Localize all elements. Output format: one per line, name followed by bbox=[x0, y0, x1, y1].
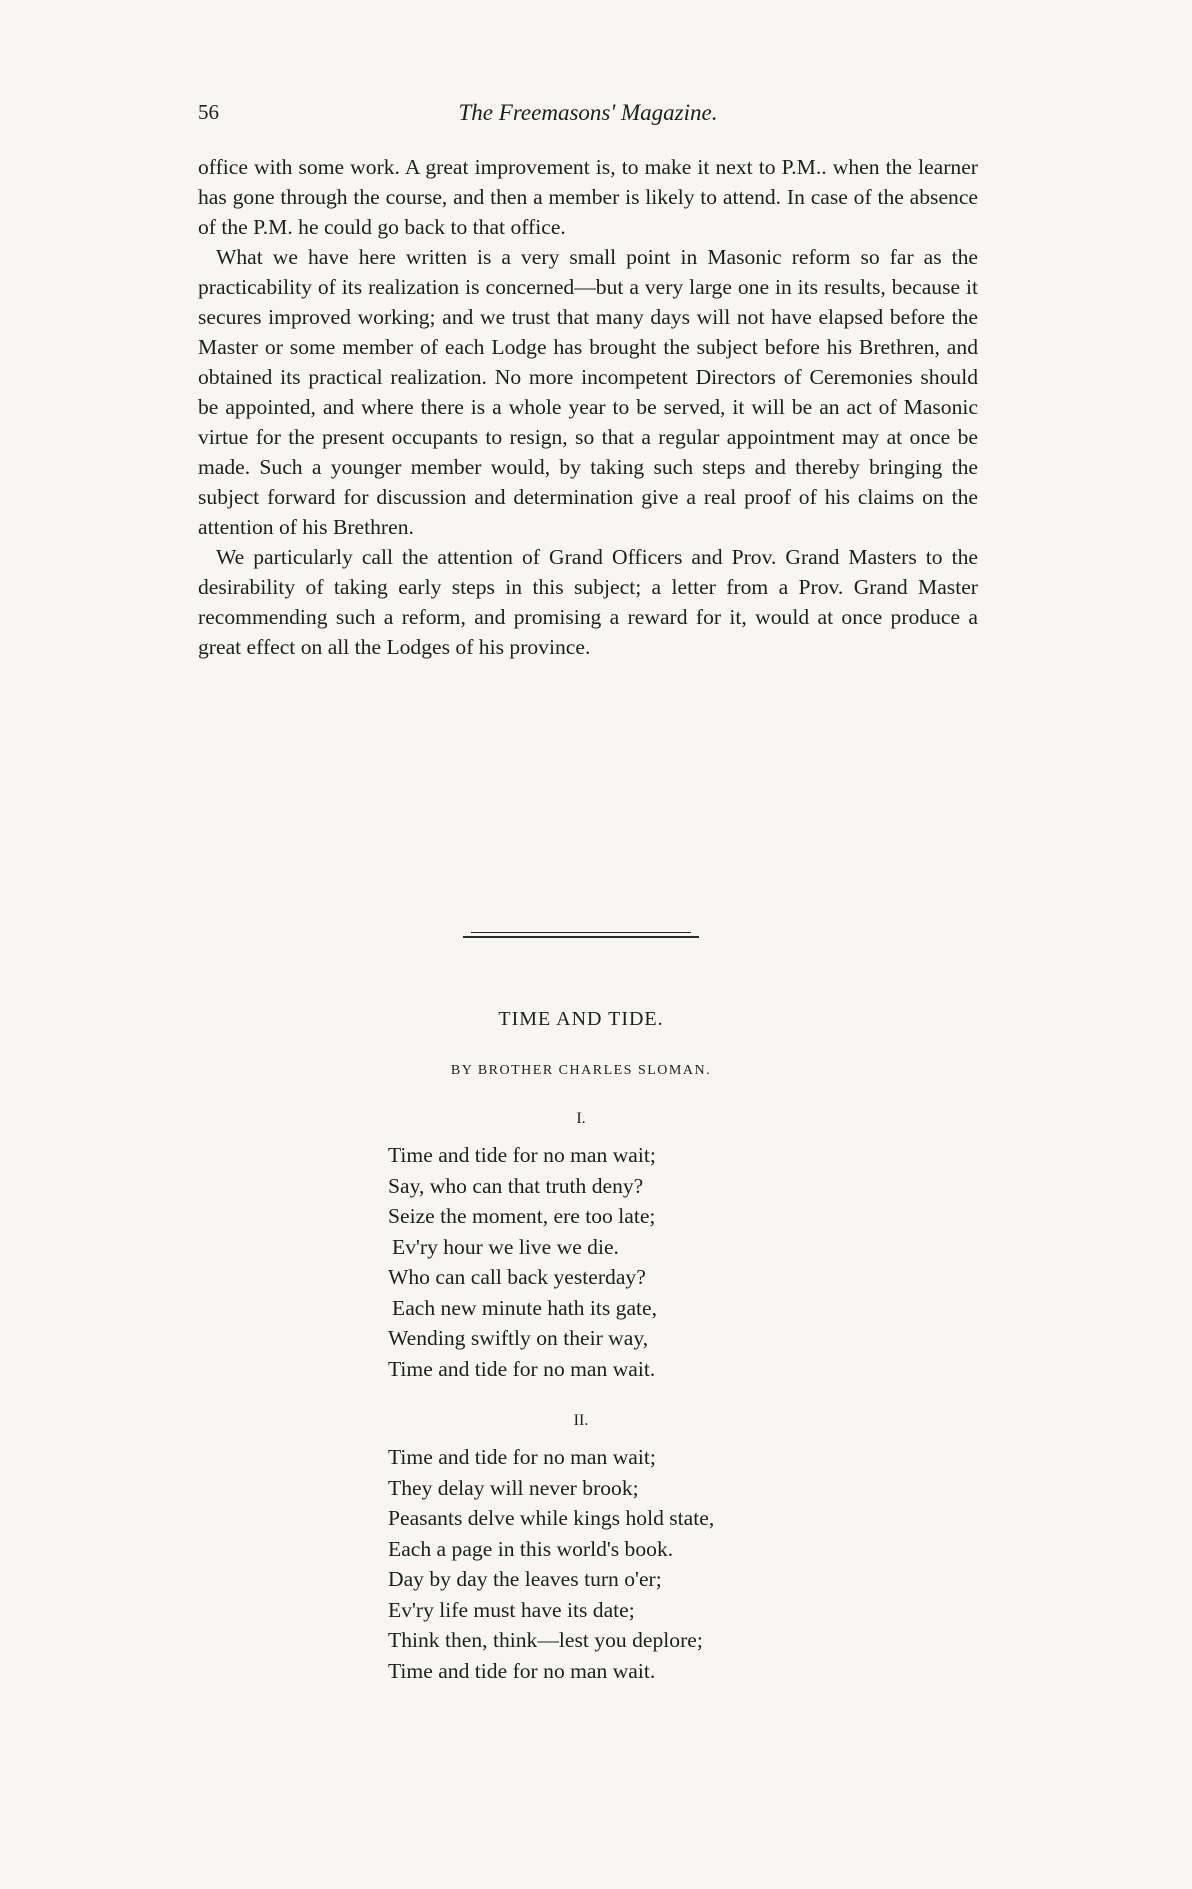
paragraph: What we have here written is a very small point in Masonic reform so far as the practicability of its realization is concerned—but a very large one in its results, because it secures improved working; and we trust that many days will not have elapsed before the Master or some member of each Lodge has brought the subject before his Brethren, and obtained its practical realization. No more incompetent Directors of Ceremonies should be appointed, and where there is a whole year to be served, it will be an act of Masonic virtue for the present occupants to resign, so that a regular appointment may at once be made. Such a younger member would, by taking such steps and thereby bringing the subject forward for discussion and determination give a real proof of his claims on the attention of his Brethren. bbox=[198, 245, 978, 539]
stanza bbox=[388, 1140, 848, 1384]
poem-line: Ev'ry hour we live we die. bbox=[392, 1234, 619, 1259]
poem-line: Ev'ry life must have its date; bbox=[388, 1597, 635, 1622]
paragraph: We particularly call the attention of Grand Officers and Prov. Grand Masters to the desirability of taking early steps in this subject; a letter from a Prov. Grand Master recommending such a reform, and promising a reward for it, would at once produce a great effect on all the Lodges of his province. bbox=[198, 545, 978, 659]
page-header bbox=[198, 100, 978, 130]
poem-line: Time and tide for no man wait; bbox=[388, 1143, 656, 1167]
stanza-number: I. bbox=[576, 1110, 586, 1127]
page-number: 56 bbox=[198, 100, 219, 124]
poem-line: Each a page in this world's book. bbox=[388, 1536, 674, 1561]
poem-line: Each new minute hath its gate, bbox=[392, 1295, 658, 1320]
poem-byline: BY BROTHER CHARLES SLOMAN. bbox=[450, 1063, 712, 1078]
paragraph: office with some work. A great improvement is, to make it next to P.M.. when the learner has gone through the course, and then a member is likely to attend. In case of the absence of the P.M. he could go back to that office. bbox=[198, 155, 978, 239]
stanza bbox=[388, 1442, 848, 1686]
poem-line: Who can call back yesterday? bbox=[388, 1265, 646, 1289]
poem-line: Time and tide for no man wait. bbox=[388, 1658, 656, 1683]
section-divider bbox=[463, 932, 699, 938]
poem-line: Time and tide for no man wait. bbox=[388, 1356, 656, 1381]
stanza-number: II. bbox=[573, 1412, 589, 1429]
article-body bbox=[198, 152, 978, 662]
poem-line: They delay will never brook; bbox=[388, 1475, 639, 1500]
poem-line: Think then, think—lest you deplore; bbox=[388, 1628, 703, 1652]
poem-line: Say, who can that truth deny? bbox=[388, 1173, 644, 1198]
running-title: The Freemasons' Magazine. bbox=[458, 100, 718, 125]
poem-line: Day by day the leaves turn o'er; bbox=[388, 1567, 662, 1591]
poem-line: Time and tide for no man wait; bbox=[388, 1445, 656, 1469]
poem-line: Wending swiftly on their way, bbox=[388, 1326, 649, 1350]
poem-title: TIME AND TIDE. bbox=[498, 1008, 664, 1030]
poem-line: Peasants delve while kings hold state, bbox=[388, 1506, 715, 1530]
poem-line: Seize the moment, ere too late; bbox=[388, 1204, 656, 1228]
